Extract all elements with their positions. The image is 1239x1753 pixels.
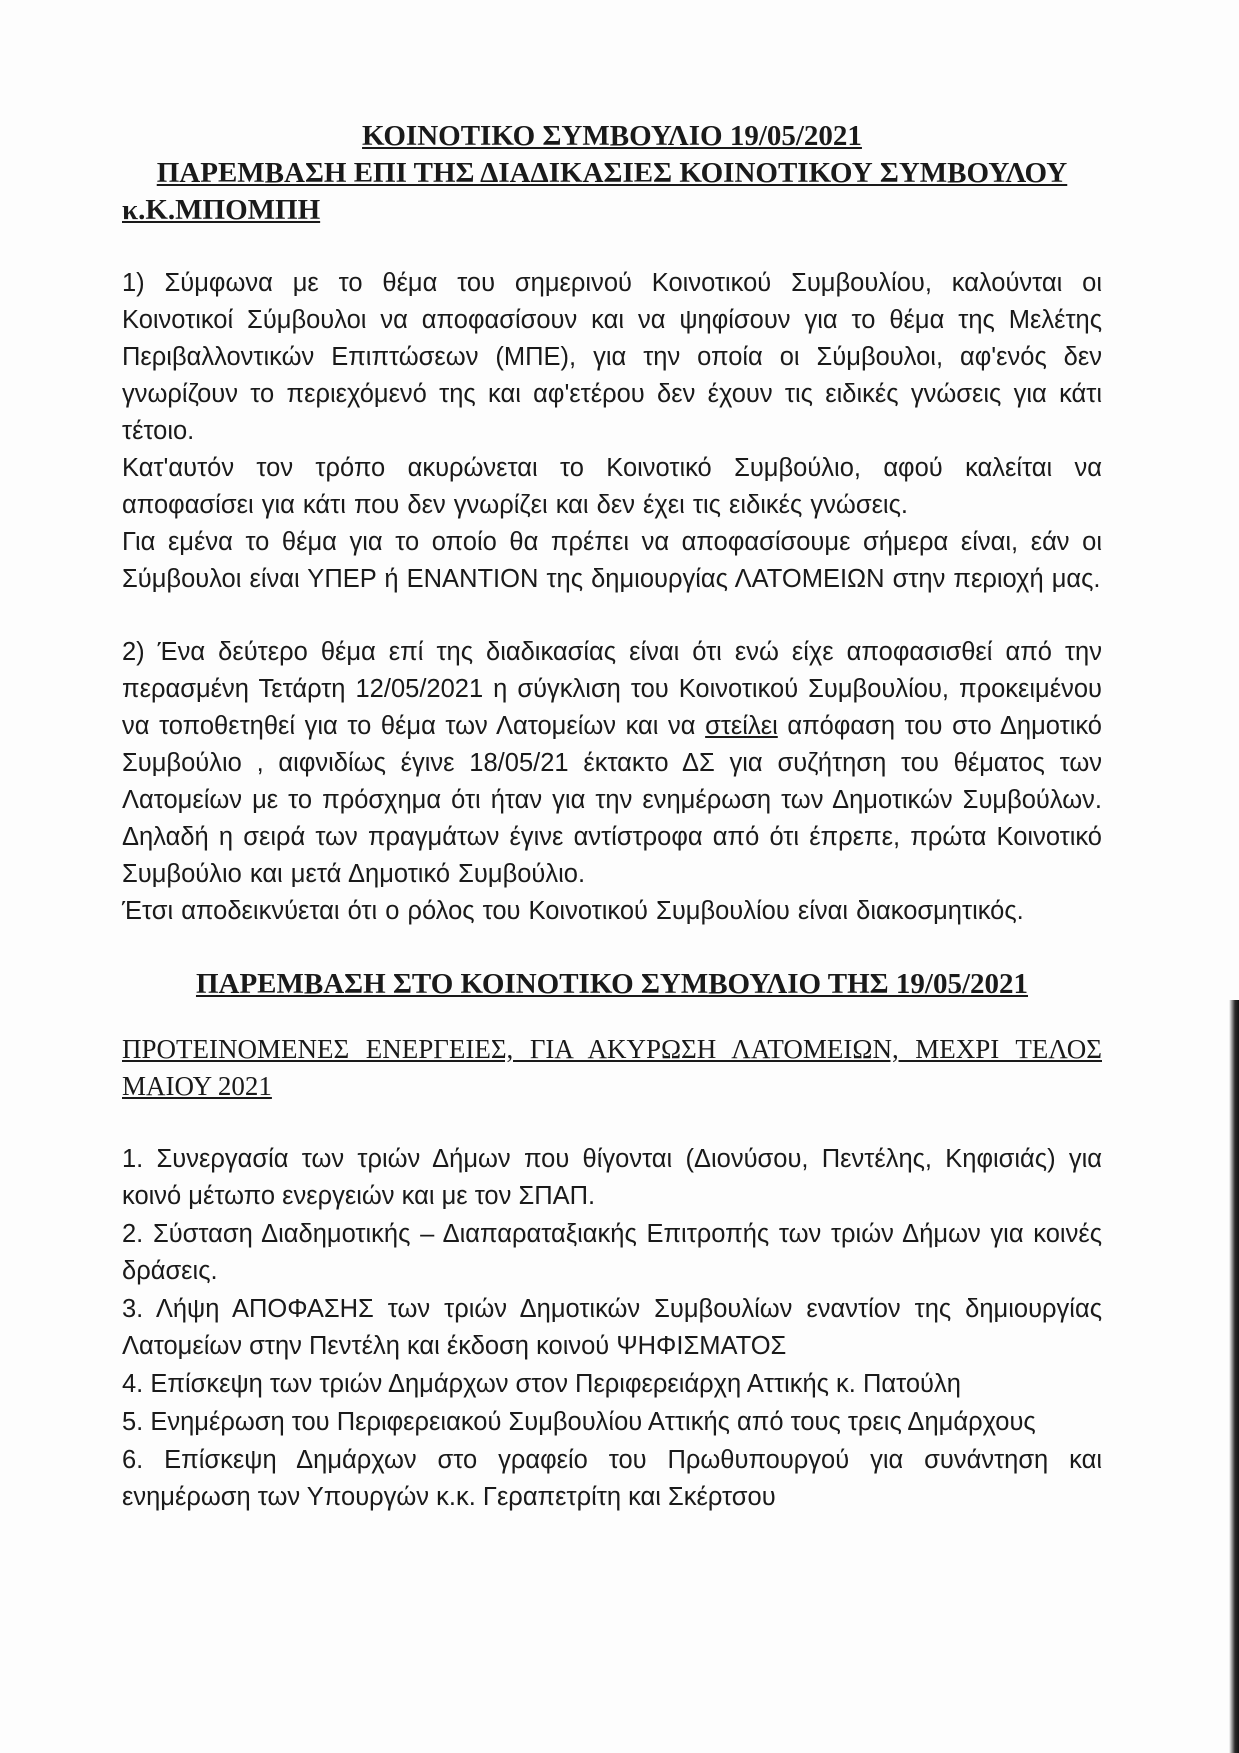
councillor-name: κ.Κ.ΜΠΟΜΠΗ bbox=[122, 194, 321, 226]
proposed-actions-heading: ΠΡΟΤΕΙΝΟΜΕΝΕΣ ΕΝΕΡΓΕΙΕΣ, ΓΙΑ ΑΚΥΡΩΣΗ ΛΑΤΟΜΕΙΩΝ, ΜΕΧΡΙ ΤΕΛΟΣ ΜΑΙΟΥ 2021 bbox=[122, 1034, 1102, 1101]
intervention-heading: ΠΑΡΕΜΒΑΣΗ ΣΤΟ ΚΟΙΝΟΤΙΚΟ ΣΥΜΒΟΥΛΙΟ ΤΗΣ 19/05/2021 bbox=[195, 968, 1029, 1000]
action-item-6: 6. Επίσκεψη Δημάρχων στο γραφείο του Πρωθυπουργού για συνάντηση και ενημέρωση των Υπουργών κ.κ. Γεραπετρίτη και Σκέρτσου bbox=[122, 1446, 1102, 1511]
section2-paragraph1 bbox=[122, 634, 1102, 893]
document-subtitle: ΠΑΡΕΜΒΑΣΗ ΕΠΙ ΤΗΣ ΔΙΑΔΙΚΑΣΙΕΣ ΚΟΙΝΟΤΙΚΟΥ ΣΥΜΒΟΥΛΟΥ bbox=[156, 157, 1068, 189]
action-item-2: 2. Σύσταση Διαδημοτικής – Διαπαραταξιακής Επιτροπής των τριών Δήμων για κοινές δράσεις. bbox=[122, 1220, 1102, 1285]
action-item-5: 5. Ενημέρωση του Περιφερειακού Συμβουλίου Αττικής από τους τρεις Δημάρχους bbox=[122, 1408, 1036, 1436]
section1-paragraph1: 1) Σύμφωνα με το θέμα του σημερινού Κοινοτικού Συμβουλίου, καλούνται οι Κοινοτικοί Σύμβουλοι να αποφασίσουν και να ψηφίσουν για το θέμα της Μελέτης Περιβαλλοντικών Επιπτώσεων (ΜΠΕ), για την οποία οι Σύμβουλοι, αφ'ενός δεν γνωρίζουν το περιεχόμενό της και αφ'ετέρου δεν έχουν τις ειδικές γνώσεις για κάτι τέτοιο. bbox=[122, 269, 1102, 445]
section2-text-before: 2) Ένα δεύτερο θέμα επί της διαδικασίας είναι ότι ενώ είχε αποφασισθεί από την περασμένη Τετάρτη 12/05/2021 η σύγκλιση του Κοινοτικού Συμβουλίου, προκειμένου να τοποθετηθεί για το θέμα των Λατομείων και να bbox=[122, 638, 1102, 740]
document-body bbox=[122, 118, 1102, 1517]
section1-paragraph2: Κατ'αυτόν τον τρόπο ακυρώνεται το Κοινοτικό Συμβούλιο, αφού καλείται να αποφασίσει για κάτι που δεν γνωρίζει και δεν έχει τις ειδικές γνώσεις. bbox=[122, 454, 1102, 519]
action-item-4: 4. Επίσκεψη των τριών Δημάρχων στον Περιφερειάρχη Αττικής κ. Πατούλη bbox=[122, 1370, 961, 1398]
action-item-3: 3. Λήψη ΑΠΟΦΑΣΗΣ των τριών Δημοτικών Συμβουλίων εναντίον της δημιουργίας Λατομείων στην Πεντέλη και έκδοση κοινού ΨΗΦΙΣΜΑΤΟΣ bbox=[122, 1295, 1102, 1360]
section2-text-after: απόφαση του στο Δημοτικό Συμβούλιο , αιφνιδίως έγινε 18/05/21 έκτακτο ΔΣ για συζήτηση του θέματος των Λατομείων με το πρόσχημα ότι ήταν για την ενημέρωση των Δημοτικών Συμβούλων. Δηλαδή η σειρά των πραγμάτων έγινε αντίστροφα από ότι έπρεπε, πρώτα Κοινοτικό Συμβούλιο και μετά Δημοτικό Συμβούλιο. bbox=[122, 712, 1102, 888]
scan-shadow-edge bbox=[1229, 1000, 1239, 1753]
document-title: ΚΟΙΝΟΤΙΚΟ ΣΥΜΒΟΥΛΙΟ 19/05/2021 bbox=[362, 120, 862, 152]
section2-paragraph2: Έτσι αποδεικνύεται ότι ο ρόλος του Κοινοτικού Συμβουλίου είναι διακοσμητικός. bbox=[122, 897, 1024, 925]
action-item-1: 1. Συνεργασία των τριών Δήμων που θίγονται (Διονύσου, Πεντέλης, Κηφισιάς) για κοινό μέτωπο ενεργειών και με τον ΣΠΑΠ. bbox=[122, 1145, 1102, 1210]
section1-paragraph3: Για εμένα το θέμα για το οποίο θα πρέπει να αποφασίσουμε σήμερα είναι, εάν οι Σύμβουλοι είναι ΥΠΕΡ ή ΕΝΑΝΤΙΟΝ της δημιουργίας ΛΑΤΟΜΕΙΩΝ στην περιοχή μας. bbox=[122, 528, 1102, 593]
section2-underlined-word: στείλει bbox=[705, 712, 778, 740]
